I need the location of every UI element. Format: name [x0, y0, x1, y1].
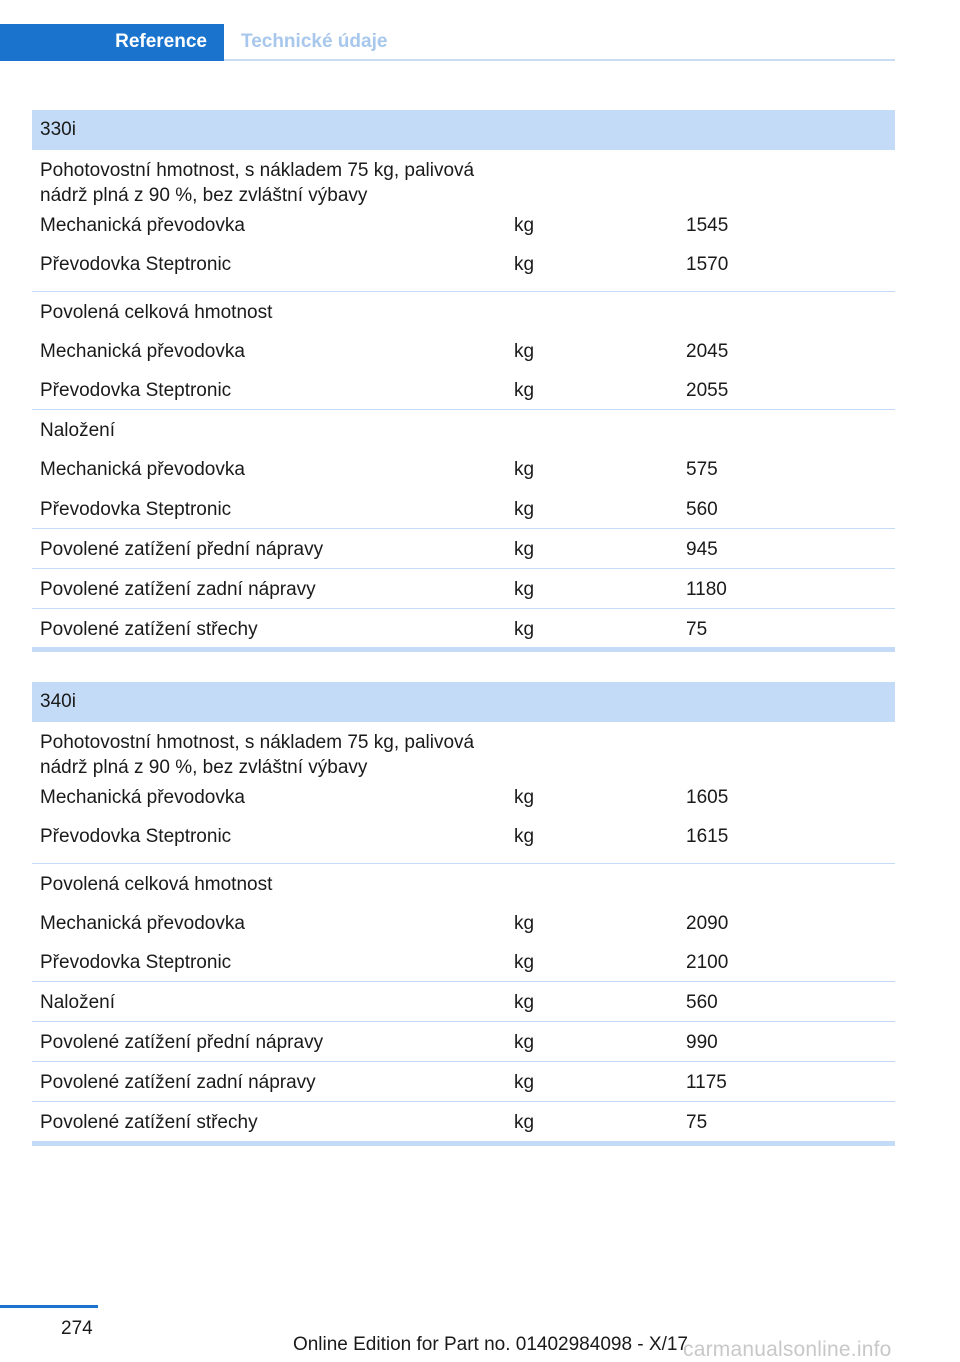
edition-note: Online Edition for Part no. 01402984098 - X/17	[292, 1334, 688, 1355]
row-label: Mechanická převodovka	[40, 787, 245, 808]
footer-rule	[0, 1305, 98, 1308]
row-label: Povolené zatížení přední nápravy	[40, 1032, 324, 1053]
row-unit: kg	[514, 459, 535, 480]
row-value: 2100	[686, 952, 729, 973]
page-number: 274	[61, 1318, 93, 1339]
row-value: 75	[686, 1112, 708, 1133]
row-label: Pohotovostní hmotnost, s nákladem 75 kg, palivová nádrž plná z 90 %, bez zvláštní výbavy	[40, 160, 475, 206]
row-value: 1605	[686, 787, 729, 808]
tab-reference[interactable]: Reference	[0, 24, 224, 60]
table-row	[32, 864, 895, 903]
row-label: Naložení	[40, 420, 115, 441]
table-end-rule	[32, 647, 895, 652]
row-unit: kg	[514, 1032, 535, 1053]
row-unit: kg	[514, 1072, 535, 1093]
row-unit: kg	[514, 1112, 535, 1133]
row-label: Mechanická převodovka	[40, 341, 245, 362]
row-label: Převodovka Steptronic	[40, 826, 232, 847]
header-rule	[224, 59, 895, 61]
row-value: 1615	[686, 826, 729, 847]
row-unit: kg	[514, 826, 535, 847]
row-unit: kg	[514, 215, 535, 236]
row-label: Mechanická převodovka	[40, 215, 245, 236]
row-unit: kg	[514, 539, 535, 560]
row-value: 1180	[686, 579, 727, 600]
table-row	[32, 1022, 895, 1062]
row-value: 560	[686, 992, 718, 1013]
table-row	[32, 824, 895, 864]
row-label: Mechanická převodovka	[40, 459, 245, 480]
row-label: Převodovka Steptronic	[40, 499, 232, 520]
row-label: Povolená celková hmotnost	[40, 874, 273, 895]
row-label: Povolená celková hmotnost	[40, 302, 273, 323]
table-row	[32, 903, 895, 942]
row-label: Převodovka Steptronic	[40, 254, 232, 275]
row-value: 945	[686, 539, 718, 560]
row-unit: kg	[514, 952, 535, 973]
tab-technical-data[interactable]: Technické údaje	[241, 31, 388, 52]
table-row	[32, 370, 895, 410]
row-label: Naložení	[40, 992, 115, 1013]
row-unit: kg	[514, 992, 535, 1013]
row-value: 990	[686, 1032, 718, 1053]
table-row	[32, 1062, 895, 1102]
table-row	[32, 489, 895, 529]
row-label: Převodovka Steptronic	[40, 380, 232, 401]
row-value: 2045	[686, 341, 729, 362]
table-row	[32, 252, 895, 292]
table-header-model: 340i	[32, 682, 895, 722]
spec-table-330i	[32, 110, 895, 652]
table-row	[32, 292, 895, 331]
row-value: 2090	[686, 913, 729, 934]
row-unit: kg	[514, 254, 535, 275]
watermark-logo: carmanualsonline.info	[683, 1338, 892, 1361]
table-row	[32, 331, 895, 370]
row-label: Převodovka Steptronic	[40, 952, 232, 973]
row-unit: kg	[514, 341, 535, 362]
row-label: Povolené zatížení zadní nápravy	[40, 579, 316, 600]
row-label: Povolené zatížení střechy	[40, 619, 258, 640]
row-unit: kg	[514, 619, 535, 640]
row-value: 1545	[686, 215, 729, 236]
row-unit: kg	[514, 579, 535, 600]
table-row	[32, 529, 895, 569]
table-row	[32, 150, 895, 213]
header-rule-active	[0, 59, 224, 61]
table-row	[32, 609, 895, 647]
table-row	[32, 722, 895, 785]
table-row	[32, 449, 895, 489]
row-unit: kg	[514, 499, 535, 520]
table-row	[32, 1102, 895, 1141]
row-value: 1570	[686, 254, 729, 275]
table-row	[32, 982, 895, 1022]
table-row	[32, 569, 895, 609]
table-header-model: 330i	[32, 110, 895, 150]
row-unit: kg	[514, 787, 535, 808]
table-row	[32, 213, 895, 252]
table-row	[32, 410, 895, 449]
row-label: Pohotovostní hmotnost, s nákladem 75 kg, palivová nádrž plná z 90 %, bez zvláštní výbavy	[40, 732, 475, 778]
row-unit: kg	[514, 913, 535, 934]
page-header	[0, 24, 895, 62]
row-value: 2055	[686, 380, 729, 401]
table-row	[32, 942, 895, 982]
table-row	[32, 785, 895, 824]
row-value: 575	[686, 459, 718, 480]
table-end-rule	[32, 1141, 895, 1146]
row-label: Povolené zatížení střechy	[40, 1112, 258, 1133]
row-label: Povolené zatížení přední nápravy	[40, 539, 324, 560]
spec-table-340i	[32, 682, 895, 1146]
row-unit: kg	[514, 380, 535, 401]
row-value: 75	[686, 619, 708, 640]
row-label: Mechanická převodovka	[40, 913, 245, 934]
row-value: 560	[686, 499, 718, 520]
row-label: Povolené zatížení zadní nápravy	[40, 1072, 316, 1093]
row-value: 1175	[686, 1072, 727, 1093]
